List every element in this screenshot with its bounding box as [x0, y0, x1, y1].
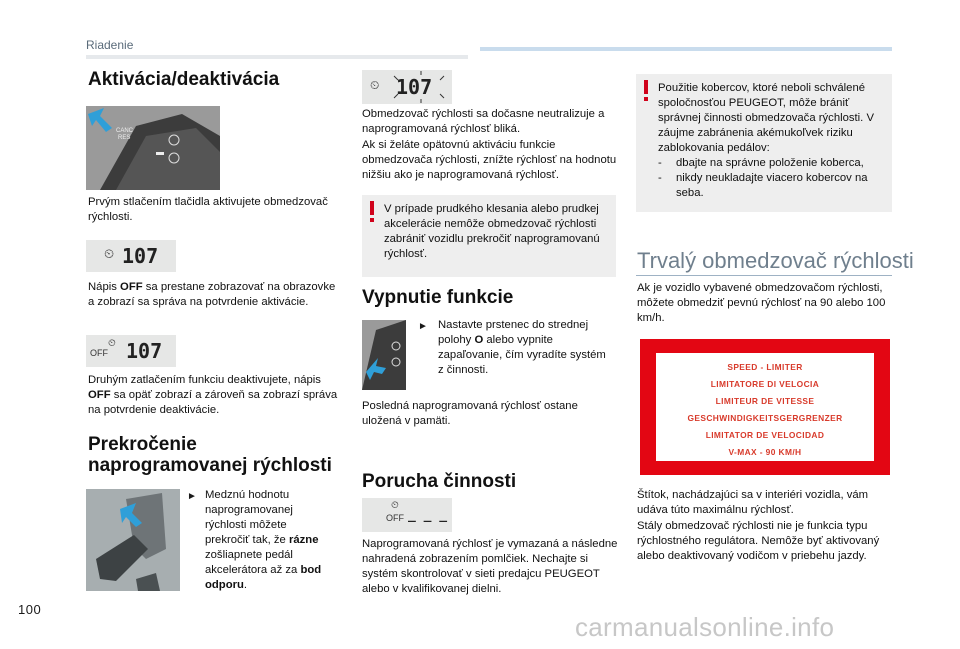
text-bold: O — [474, 334, 484, 346]
plate-line: LIMITEUR DE VITESSE — [715, 396, 815, 406]
speed-limiter-icon: ⏲ — [391, 500, 399, 511]
text-fragment: Medznú hodnotu naprogramovanej rýchlosti môžete prekročiť tak, že — [205, 489, 293, 546]
paragraph-exceed — [205, 488, 330, 593]
list-item-text: dbajte na správne položenie koberca, — [676, 157, 864, 169]
text-bold: bod odporu — [205, 564, 322, 591]
warning-text: Použitie kobercov, ktoré neboli schválené spoločnosťou PEUGEOT, môže brániť správnej činnosti obmedzovača rýchlosti. V záujme zabránenia akémukoľvek riziku zablokovania pedálov: — [658, 82, 874, 154]
display-speed-off — [86, 335, 176, 367]
display-speed-active — [86, 240, 176, 272]
dash-marker: - — [658, 157, 662, 169]
stalk-photo-activation — [86, 106, 220, 190]
warning-mark-icon — [370, 201, 374, 215]
heading-permanent-limiter: Trvalý obmedzovač rýchlosti — [637, 248, 914, 273]
paragraph-off-disappears — [88, 280, 340, 310]
display-value: 107 — [396, 75, 433, 99]
text-bold-off: OFF — [88, 389, 111, 401]
text-fragment: sa prestane zobrazovať na obrazovke a zobrazí sa správa na potvrdenie aktivácie. — [88, 281, 336, 308]
plate-line: V-MAX - 90 KM/H — [728, 447, 802, 457]
heading-line: Prekročenie — [88, 434, 197, 455]
warning-dot-icon — [644, 97, 648, 101]
text-fragment: Nastavte prstenec do strednej polohy — [438, 319, 589, 346]
warning-note-mats — [636, 74, 892, 212]
bullet-marker: ► — [418, 321, 428, 332]
text-fragment: zošliapnete pedál akcelerátora až za — [205, 549, 301, 576]
paragraph-first-press: Prvým stlačením tlačidla aktivujete obmedzovač rýchlosti. — [88, 196, 328, 223]
warning-dot-icon — [370, 218, 374, 222]
display-value: 107 — [122, 244, 159, 268]
list-item — [658, 156, 886, 171]
list-item — [658, 171, 886, 201]
plate-inner — [656, 353, 874, 461]
paragraph-fault: Naprogramovaná rýchlosť je vymazaná a následne nahradená zobrazením pomlčiek. Nechajte si systém skontrolovať v sieti predajcu PEUGEOT alebo v kvalifikovanej dielni. — [362, 538, 618, 595]
paragraph-off-ring — [438, 318, 608, 378]
display-speed-fault — [362, 498, 452, 532]
heading-line: naprogramovanej rýchlosti — [88, 455, 332, 476]
stalk-label-res: RES — [118, 135, 131, 141]
speed-limiter-icon: ⏲ — [108, 338, 116, 349]
stalk-label-canc: CANC — [116, 128, 134, 134]
stalk-photo-off — [362, 320, 406, 390]
display-speed-blinking — [362, 70, 452, 104]
text-fragment: alebo vypnite zapaľovanie, čím vyradíte systém z činnosti. — [438, 334, 606, 376]
warning-text: V prípade prudkého klesania alebo prudkej akcelerácie nemôže obmedzovač rýchlosti zabrániť vozidlu prekročiť naprogramovanú rýchlosť. — [384, 203, 600, 260]
paragraph-permanent: Ak je vozidlo vybavené obmedzovačom rýchlosti, môžete obmedziť pevnú rýchlosť na 90 alebo 100 km/h. — [637, 282, 886, 324]
off-label: OFF — [90, 348, 108, 358]
heading-exceed — [88, 434, 332, 476]
heading-activation: Aktivácia/deaktivácia — [88, 69, 280, 90]
list-item-text: nikdy neukladajte viacero kobercov na seba. — [676, 172, 868, 199]
header-bar — [86, 55, 468, 59]
display-value: 107 — [126, 339, 163, 363]
text-bold: rázne — [288, 534, 319, 546]
header-bar-accent — [480, 47, 892, 51]
warning-note-descent — [362, 195, 616, 277]
paragraph-not-cruise: Stály obmedzovač rýchlosti nie je funkcia typu rýchlostného regulátora. Nemôže byť aktivovaný alebo deaktivovaný vodičom v priebehu jazdy. — [637, 520, 880, 562]
dash-marker: - — [658, 172, 662, 184]
blink-rays-icon — [392, 70, 450, 104]
paragraph-reactivate: Ak si želáte opätovnú aktiváciu funkcie obmedzovača rýchlosti, znížte rýchlosť na hodnotu nižšiu ako je naprogramovaná rýchlosť. — [362, 139, 617, 181]
display-value: _ _ _ — [408, 508, 448, 523]
text-fragment: . — [243, 579, 248, 591]
plate-line: LIMITATORE DI VELOCIA — [710, 379, 820, 389]
plate-line: LIMITATOR DE VELOCIDAD — [705, 430, 825, 440]
pedal-photo — [86, 489, 180, 591]
watermark-text: carmanualsonline.info — [575, 612, 835, 642]
paragraph-neutralized: Obmedzovač rýchlosti sa dočasne neutralizuje a naprogramovaná rýchlosť bliká. — [362, 108, 605, 135]
speed-limiter-plate — [640, 339, 890, 475]
plate-line: SPEED - LIMITER — [727, 362, 803, 372]
warning-mark-icon — [644, 80, 648, 94]
paragraph-label-location: Štítok, nachádzajúci sa v interiéri vozidla, vám udáva túto maximálnu rýchlosť. — [637, 489, 869, 516]
section-label: Riadenie — [86, 38, 134, 52]
page-number: 100 — [18, 602, 42, 617]
heading-fault: Porucha činnosti — [362, 471, 517, 492]
text-fragment: sa opäť zobrazí a zároveň sa zobrazí správa na potvrdenie deaktivácie. — [88, 389, 338, 416]
paragraph-second-press — [88, 373, 344, 418]
text-fragment: Nápis — [88, 281, 121, 293]
heading-switch-off: Vypnutie funkcie — [362, 287, 514, 308]
heading-underline — [636, 275, 892, 276]
paragraph-stored-speed: Posledná naprogramovaná rýchlosť ostane uložená v pamäti. — [362, 400, 578, 427]
text-bold-off: OFF — [120, 281, 143, 293]
plate-line: GESCHWINDIGKEITSGERGRENZER — [687, 413, 843, 423]
warning-list — [658, 156, 886, 201]
text-fragment: Druhým zatlačením funkciu deaktivujete, nápis — [88, 374, 321, 386]
bullet-marker: ► — [187, 491, 197, 502]
speed-limiter-icon: ⏲ — [370, 78, 380, 92]
off-label: OFF — [386, 513, 404, 523]
speed-limiter-icon: ⏲ — [104, 246, 115, 261]
